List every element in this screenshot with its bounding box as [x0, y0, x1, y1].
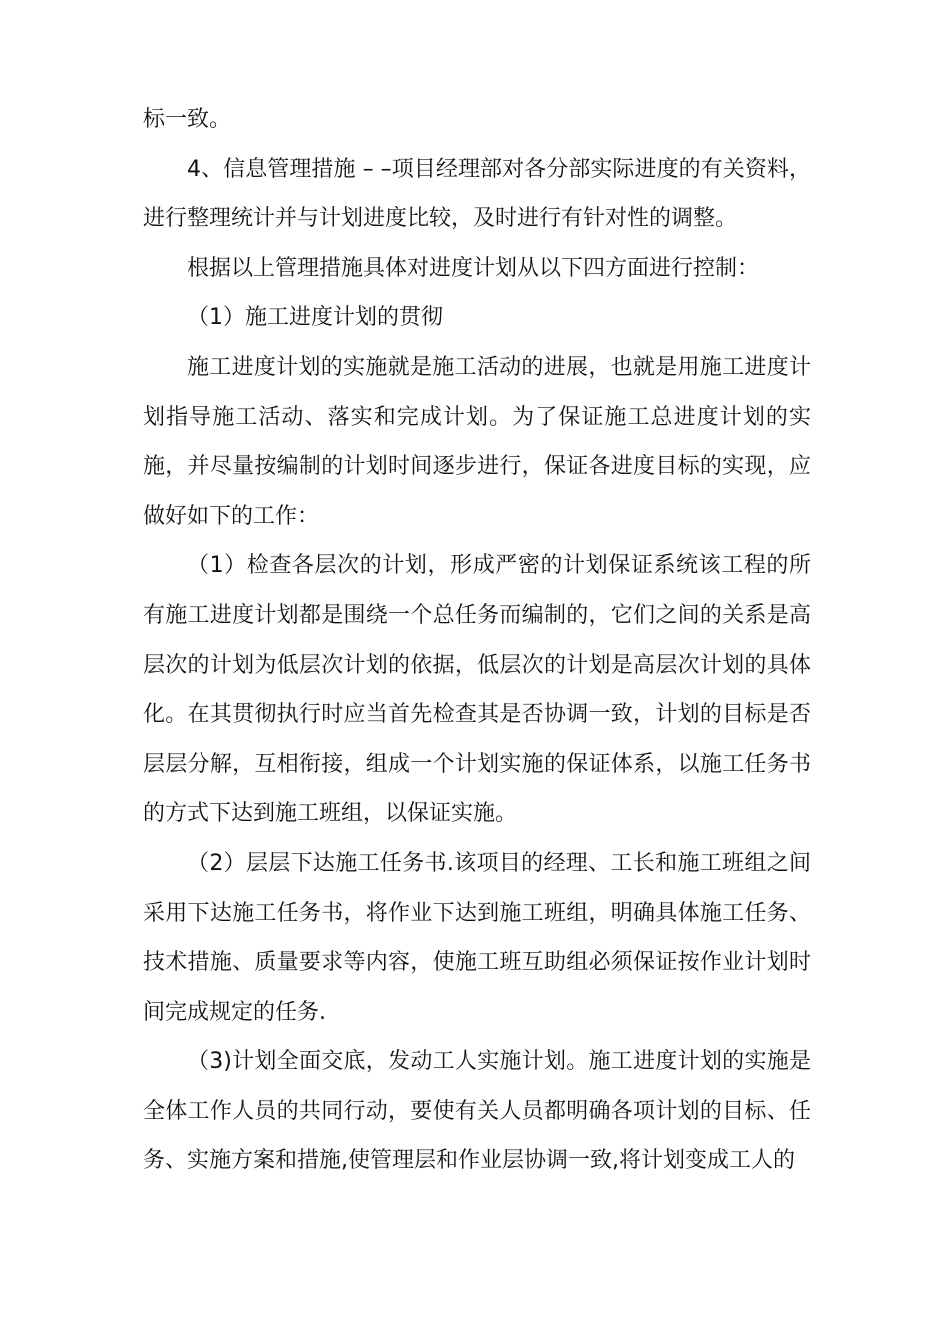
paragraph-continuation: 标一致。	[143, 107, 232, 132]
document-body	[143, 95, 811, 1186]
paragraph-plan-briefing: （3)计划全面交底，发动工人实施计划。施工进度计划的实施是全体工作人员的共同行动，要使有关人员都明确各项计划的目标、任务、实施方案和措施,使管理层和作业层协调一致,将计划变成工人的	[143, 1049, 811, 1174]
paragraph-control-intro: 根据以上管理措施具体对进度计划从以下四方面进行控制：	[187, 255, 760, 281]
paragraph-task-orders: （2）层层下达施工任务书.该项目的经理、工长和施工班组之间采用下达施工任务书，将作业下达到施工班组，明确具体施工任务、技术措施、质量要求等内容，使施工班互助组必须保证按作业计划时间完成规定的任务.	[143, 850, 811, 1025]
paragraph-check-plans: （1）检查各层次的计划，形成严密的计划保证系统该工程的所有施工进度计划都是围绕一个总任务而编制的，它们之间的关系是高层次的计划为低层次计划的依据，低层次的计划是高层次计划的具体化。在其贯彻执行时应当首先检查其是否协调一致，计划的目标是否层层分解，互相衔接，组成一个计划实施的保证体系，以施工任务书的方式下达到施工班组，以保证实施。	[143, 553, 811, 827]
section-heading-plan-implementation: （1）施工进度计划的贯彻	[187, 305, 443, 331]
paragraph-info-management: 4、信息管理措施 – –项目经理部对各分部实际进度的有关资料，进行整理统计并与计划进度比较，及时进行有针对性的调整。	[143, 156, 811, 232]
paragraph-plan-implementation: 施工进度计划的实施就是施工活动的进展，也就是用施工进度计划指导施工活动、落实和完成计划。为了保证施工总进度计划的实施，并尽量按编制的计划时间逐步进行，保证各进度目标的实现，应做好如下的工作：	[143, 354, 811, 529]
